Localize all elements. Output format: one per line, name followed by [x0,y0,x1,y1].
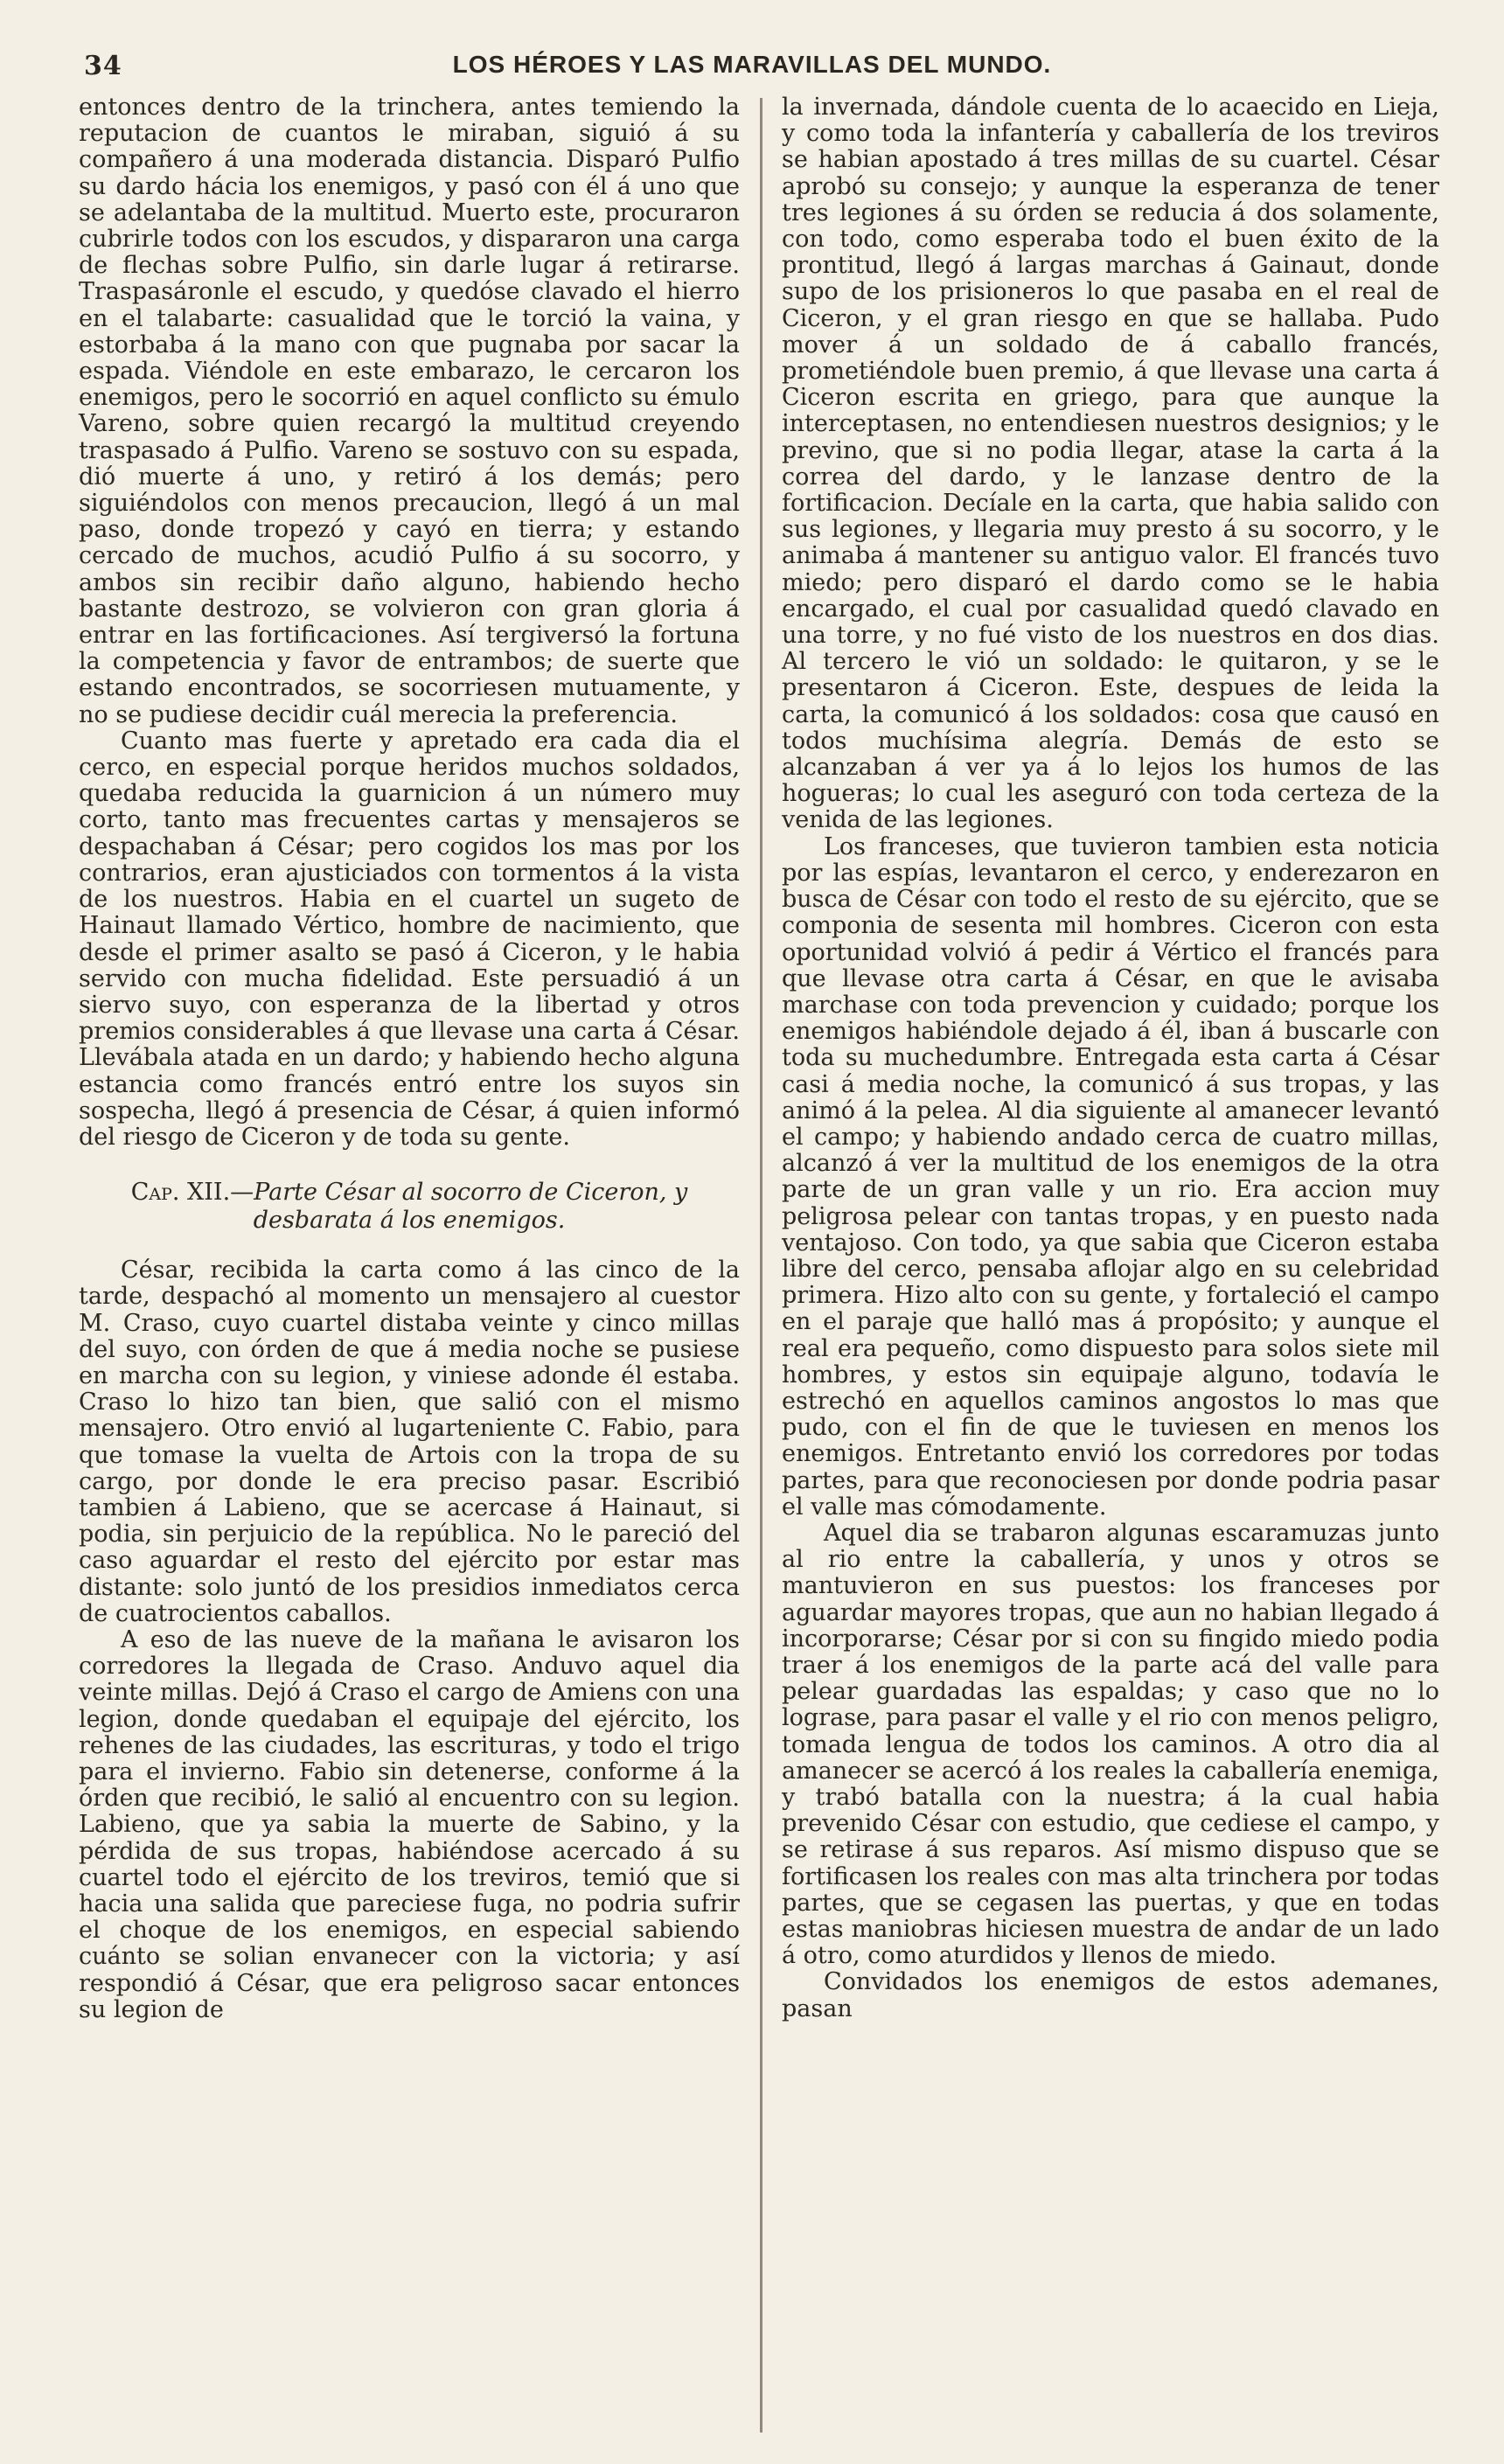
paragraph: la invernada, dándole cuenta de lo acaecido en Lieja, y como toda la infantería y caballería de los treviros se habian apostado á tres millas de su cuartel. César aprobó su consejo; y aunque la esperanza de tener tres legiones á su órden se reducia á dos solamente, con todo, como esperaba todo el buen éxito de la prontitud, llegó á largas marchas á Gainaut, donde supo de los prisioneros lo que pasaba en el real de Ciceron, y el gran riesgo en que se hallaba. Pudo mover á un soldado de á caballo francés, prometiéndole buen premio, á que llevase una carta á Ciceron escrita en griego, para que aunque la interceptasen, no entendiesen nuestros designios; y le previno, que si no podia llegar, atase la carta á la correa del dardo, y le lanzase dentro de la fortificacion. Decíale en la carta, que habia salido con sus legiones, y llegaria muy presto á su socorro, y le animaba á mantener su antiguo valor. El francés tuvo miedo; pero disparó el dardo como se le habia encargado, el cual por casualidad quedó clavado en una torre, y no fué visto de los nuestros en dos dias. Al tercero le vió un soldado: le quitaron, y se le presentaron á Ciceron. Este, despues de leida la carta, la comunicó á los soldados: cosa que causó en todos muchísima alegría. Demás de esto se alcanzaban á ver ya á lo lejos los humos de las hogueras; lo cual les aseguró con toda certeza de la venida de las legiones. [782,94,1439,834]
running-title: LOS HÉROES Y LAS MARAVILLAS DEL MUNDO. [452,51,1052,78]
paragraph: entonces dentro de la trinchera, antes temiendo la reputacion de cuantos le miraban, siguió á su compañero á una moderada distancia. Disparó Pulfio su dardo hácia los enemigos, y pasó con él á uno que se adelantaba de la multitud. Muerto este, procuraron cubrirle todos con los escudos, y dispararon una carga de flechas sobre Pulfio, sin darle lugar á retirarse. Traspasáronle el escudo, y quedóse clavado el hierro en el talabarte: casualidad que le torció la vaina, y estorbaba á la mano con que pugnaba por sacar la espada. Viéndole en este embarazo, le cercaron los enemigos, pero le socorrió en aquel conflicto su émulo Vareno, sobre quien recargó la multitud creyendo traspasado á Pulfio. Vareno se sostuvo con su espada, dió muerte á uno, y retiró á los demás; pero siguiéndolos con menos precaucion, llegó á un mal paso, donde tropezó y cayó en tierra; y estando cercado de muchos, acudió Pulfio á su socorro, y ambos sin recibir daño alguno, habiendo hecho bastante destrozo, se volvieron con gran gloria á entrar en las fortificaciones. Así tergiversó la fortuna la competencia y favor de entrambos; de suerte que estando encontrados, se socorriesen mutuamente, y no se pudiese decidir cuál merecia la preferencia. [79,94,740,728]
paragraph: Convidados los enemigos de estos ademanes, pasan [782,1968,1439,2022]
right-column [782,94,1439,2022]
chapter-number: Cap. XII.— [130,1179,254,1207]
paragraph: A eso de las nueve de la mañana le avisaron los corredores la llegada de Craso. Anduvo aquel dia veinte millas. Dejó á Craso el cargo de Amiens con una legion, donde quedaban el equipaje del ejército, los rehenes de las ciudades, las escrituras, y todo el trigo para el invierno. Fabio sin detenerse, conforme á la órden que recibió, le salió al encuentro con su legion. Labieno, que ya sabia la muerte de Sabino, y la pérdida de sus tropas, habiéndose acercado á su cuartel todo el ejército de los treviros, temió que si hacia una salida que pareciese fuga, no podria sufrir el choque de los enemigos, en especial sabiendo cuánto se solian envanecer con la victoria; y así respondió á César, que era peligroso sacar entonces su legion de [79,1625,740,2023]
paragraph: Aquel dia se trabaron algunas escaramuzas junto al rio entre la caballería, y unos y otros se mantuvieron en sus puestos: los franceses por aguardar mayores tropas, que aun no habian llegado á incorporarse; César por si con su fingido miedo podia traer á los enemigos de la parte acá del valle para pelear guardadas las espaldas; y caso que no lo lograse, para pasar el valle y el rio con menos peligro, tomada lengua de todos los caminos. A otro dia al amanecer se acercó á los reales la caballería enemiga, y trabó batalla con la nuestra; á la cual habia prevenido César con estudio, que cediese el campo, y se retirase á sus reparos. Así mismo dispuso que se fortificasen los reales con mas alta trinchera por todas partes, que se cegasen las puertas, y que en todas estas maniobras hiciesen muestra de andar de un lado á otro, como aturdidos y llenos de miedo. [782,1519,1439,1970]
paragraph: Los franceses, que tuvieron tambien esta noticia por las espías, levantaron el cerco, y enderezaron en busca de César con todo el resto de su ejército, que se componia de sesenta mil hombres. Ciceron con esta oportunidad volvió á pedir á Vértico el francés para que llevase otra carta á César, en que le avisaba marchase con toda prevencion y cuidado; porque los enemigos habiéndole dejado á él, iban á buscarle con toda su muchedumbre. Entregada esta carta á César casi á media noche, la comunicó á sus tropas, y las animó á la pelea. Al dia siguiente al amanecer levantó el campo; y habiendo andado cerca de cuatro millas, alcanzó á ver la multitud de los enemigos de la otra parte de un gran valle y un rio. Era accion muy peligrosa pelear con tantas tropas, y en puesto nada ventajoso. Con todo, ya que sabia que Ciceron estaba libre del cerco, pensaba aflojar algo en su celebridad primera. Hizo alto con su gente, y fortaleció el campo en el paraje que halló mas á propósito; y aunque el real era pequeño, como dispuesto para solos siete mil hombres, y estos sin equipaje alguno, todavía le estrechó en aquellos caminos angostos lo mas que pudo, con el fin de que le tuviesen en menos los enemigos. Entretanto envió los corredores por todas partes, para que reconociesen por donde podria pasar el valle mas cómodamente. [782,832,1439,1521]
column-divider [760,98,762,2433]
left-column [79,94,740,2023]
chapter-heading [79,1179,740,1235]
paragraph: César, recibida la carta como á las cinco de la tarde, despachó al momento un mensajero al cuestor M. Craso, cuyo cuartel distaba veinte y cinco millas del suyo, con órden de que á media noche se pusiese en marcha con su legion, y viniese adonde él estaba. Craso lo hizo tan bien, que salió con el mismo mensajero. Otro envió al lugarteniente C. Fabio, para que tomase la vuelta de Artois con la tropa de su cargo, por donde le era preciso pasar. Escribió tambien á Labieno, que se acercase á Hainaut, si podia, sin perjuicio de la república. No le pareció del caso aguardar el resto del ejército por estar mas distante: solo juntó de los presidios inmediatos cerca de cuatrocientos caballos. [79,1256,740,1627]
page-number: 34 [84,51,122,81]
paragraph: Cuanto mas fuerte y apretado era cada dia el cerco, en especial porque heridos muchos soldados, quedaba reducida la guarnicion á un número muy corto, tanto mas frecuentes cartas y mensajeros se despachaban á César; pero cogidos los mas por los contrarios, eran ajusticiados con tormentos á la vista de los nuestros. Habia en el cuartel un sugeto de Hainaut llamado Vértico, hombre de nacimiento, que desde el primer asalto se pasó á Ciceron, y le habia servido con mucha fidelidad. Este persuadió á un siervo suyo, con esperanza de la libertad y otros premios considerables á que llevase una carta á César. Llevábala atada en un dardo; y habiendo hecho alguna estancia como francés entró entre los suyos sin sospecha, llegó á presencia de César, á quien informó del riesgo de Ciceron y de toda su gente. [79,727,740,1151]
chapter-title: Parte César al socorro de Ciceron, y desbarata á los enemigos. [253,1179,688,1235]
